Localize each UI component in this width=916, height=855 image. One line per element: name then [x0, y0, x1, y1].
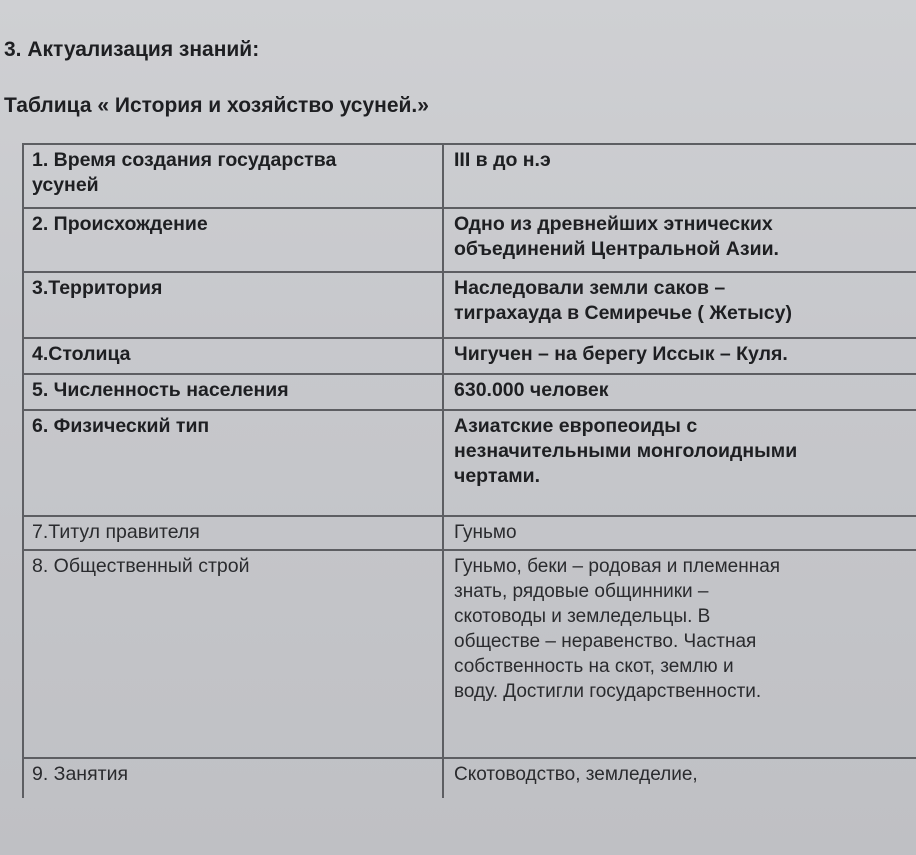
row-value: Одно из древнейших этнических объединений Центральной Азии.: [443, 208, 916, 272]
row-label: 8. Общественный строй: [23, 550, 443, 758]
table-row: [23, 374, 916, 410]
row-value: Азиатские европеоиды с незначительными монголоидными чертами.: [443, 410, 916, 516]
row-value: Чигучен – на берегу Иссык – Куля.: [443, 338, 916, 374]
row-value: III в до н.э: [443, 144, 916, 208]
history-table: [22, 143, 916, 798]
table-row: [23, 516, 916, 550]
row-value: Наследовали земли саков – тиграхауда в Семиречье ( Жетысу): [443, 272, 916, 338]
row-label: 7.Титул правителя: [23, 516, 443, 550]
row-label: 4.Столица: [23, 338, 443, 374]
row-label: 6. Физический тип: [23, 410, 443, 516]
table-row: [23, 338, 916, 374]
row-value: Скотоводство, земледелие,: [443, 758, 916, 798]
table-row: [23, 144, 916, 208]
row-label: 5. Численность населения: [23, 374, 443, 410]
row-value: Гуньмо: [443, 516, 916, 550]
table-row: [23, 272, 916, 338]
row-value: Гуньмо, беки – родовая и племенная знать, рядовые общинники – скотоводы и земледельцы. В обществе – неравенство. Частная собственность на скот, землю и воду. Достигли государственности.: [443, 550, 916, 758]
section-heading: 3. Актуализация знаний:: [4, 38, 260, 61]
table-row: [23, 758, 916, 798]
table-caption: Таблица « История и хозяйство усуней.»: [4, 94, 429, 117]
row-label: 1. Время создания государства усуней: [23, 144, 443, 208]
row-label: 2. Происхождение: [23, 208, 443, 272]
table-row: [23, 550, 916, 758]
table-row: [23, 410, 916, 516]
row-value: 630.000 человек: [443, 374, 916, 410]
row-label: 9. Занятия: [23, 758, 443, 798]
table-row: [23, 208, 916, 272]
cut-off-top-line: [0, 0, 520, 10]
row-label: 3.Территория: [23, 272, 443, 338]
